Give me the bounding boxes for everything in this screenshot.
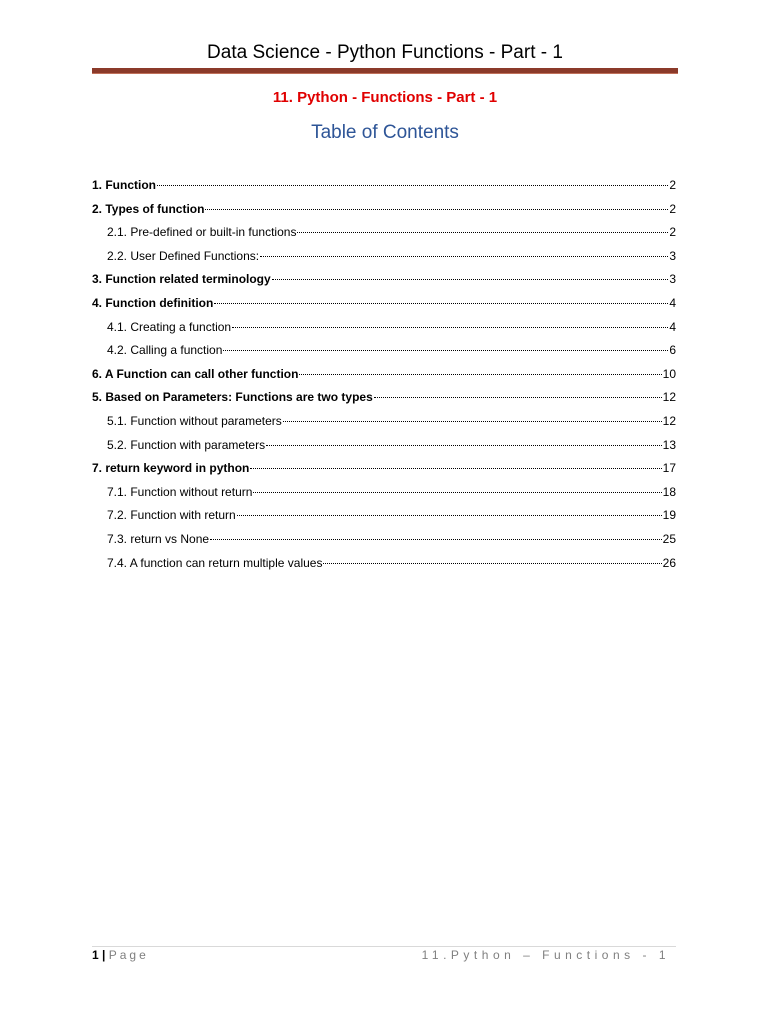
- page-header-title: Data Science - Python Functions - Part - 1: [207, 42, 563, 63]
- document-title: 11. Python - Functions - Part - 1: [272, 89, 498, 106]
- toc-entry[interactable]: [92, 363, 676, 381]
- footer-divider: [92, 946, 676, 947]
- toc-entry-title: 1. Function: [92, 178, 156, 192]
- toc-entry-title: 2. Types of function: [92, 201, 205, 216]
- toc-entry[interactable]: [107, 339, 676, 357]
- footer-separator: |: [102, 948, 106, 962]
- toc-entry[interactable]: [92, 174, 676, 192]
- toc-entry[interactable]: [107, 504, 676, 522]
- toc-entry-page: 26: [662, 555, 676, 570]
- toc-entry-title: 7. return keyword in python: [92, 461, 250, 476]
- toc-entry[interactable]: [92, 198, 676, 216]
- toc-dot-leader: [205, 195, 668, 210]
- toc-entry-title: 5. Based on Parameters: Functions are two types: [92, 390, 373, 405]
- toc-entry-page: 3: [669, 248, 676, 263]
- toc-entry-title: 4. Function definition: [92, 296, 214, 310]
- toc-dot-leader: [297, 218, 668, 233]
- footer-page-label: Page: [108, 948, 149, 962]
- footer-page-info: [92, 948, 149, 962]
- toc-dot-leader: [299, 360, 661, 375]
- toc-entry-title: 7.2. Function with return: [107, 508, 236, 523]
- toc-entry-title: 4.2. Calling a function: [107, 343, 223, 358]
- footer-page-number: 1: [92, 948, 99, 962]
- toc-entry-page: 4: [669, 319, 676, 334]
- toc-entry-page: 19: [662, 508, 676, 523]
- toc-dot-leader: [250, 454, 661, 469]
- toc-dot-leader: [374, 383, 662, 398]
- toc-dot-leader: [323, 549, 661, 564]
- toc-entry-title: 7.4. A function can return multiple values: [107, 555, 323, 570]
- toc-entry-page: 2: [669, 201, 676, 216]
- toc-entry-page: 12: [662, 414, 676, 428]
- toc-entry-title: 4.1. Creating a function: [107, 319, 232, 334]
- toc-dot-leader: [283, 407, 662, 422]
- toc-entry[interactable]: [107, 481, 676, 499]
- toc-dot-leader: [237, 501, 662, 516]
- header-divider: [92, 68, 678, 74]
- toc-entry-title: 2.2. User Defined Functions:: [107, 248, 260, 263]
- toc-dot-leader: [266, 431, 662, 446]
- toc-entry[interactable]: [107, 316, 676, 334]
- toc-dot-leader: [232, 313, 668, 328]
- toc-dot-leader: [272, 265, 669, 280]
- toc-entry[interactable]: [107, 552, 676, 570]
- toc-entry-page: 17: [662, 461, 676, 476]
- toc-entry-title: 3. Function related terminology: [92, 272, 271, 287]
- toc-dot-leader: [210, 525, 662, 540]
- toc-entry-title: 5.1. Function without parameters: [107, 414, 282, 428]
- toc-entry[interactable]: [92, 268, 676, 286]
- toc-heading: Table of Contents: [311, 122, 459, 143]
- toc-entry-page: 6: [669, 343, 676, 358]
- toc-entry[interactable]: [92, 292, 676, 310]
- toc-entry[interactable]: [107, 434, 676, 452]
- toc-entry-page: 25: [662, 532, 676, 546]
- toc-entry-title: 6. A Function can call other function: [92, 366, 299, 381]
- toc-entry[interactable]: [107, 245, 676, 263]
- toc-dot-leader: [253, 478, 661, 493]
- toc-entry-page: 2: [669, 178, 676, 192]
- toc-entry-title: 2.1. Pre-defined or built-in functions: [107, 225, 297, 240]
- toc-dot-leader: [223, 336, 668, 351]
- toc-entry[interactable]: [92, 457, 676, 475]
- toc-entry[interactable]: [107, 221, 676, 239]
- toc-entry-page: 10: [662, 366, 676, 381]
- toc-dot-leader: [260, 242, 668, 257]
- toc-dot-leader: [214, 289, 668, 304]
- toc-entry-page: 2: [669, 225, 676, 240]
- toc-entry[interactable]: [107, 410, 676, 428]
- footer-doc-label: 11.Python – Functions - 1: [421, 948, 670, 962]
- toc-entry-page: 18: [662, 484, 676, 499]
- toc-entry-page: 12: [662, 390, 676, 405]
- toc-dot-leader: [157, 171, 668, 186]
- toc-entry[interactable]: [107, 528, 676, 546]
- toc-entry-title: 5.2. Function with parameters: [107, 437, 266, 452]
- toc-entry-page: 3: [669, 272, 676, 287]
- toc-entry-title: 7.1. Function without return: [107, 484, 253, 499]
- toc-entry[interactable]: [92, 386, 676, 404]
- toc-entry-page: 13: [662, 437, 676, 452]
- toc-entry-title: 7.3. return vs None: [107, 532, 210, 546]
- toc-entry-page: 4: [669, 296, 676, 310]
